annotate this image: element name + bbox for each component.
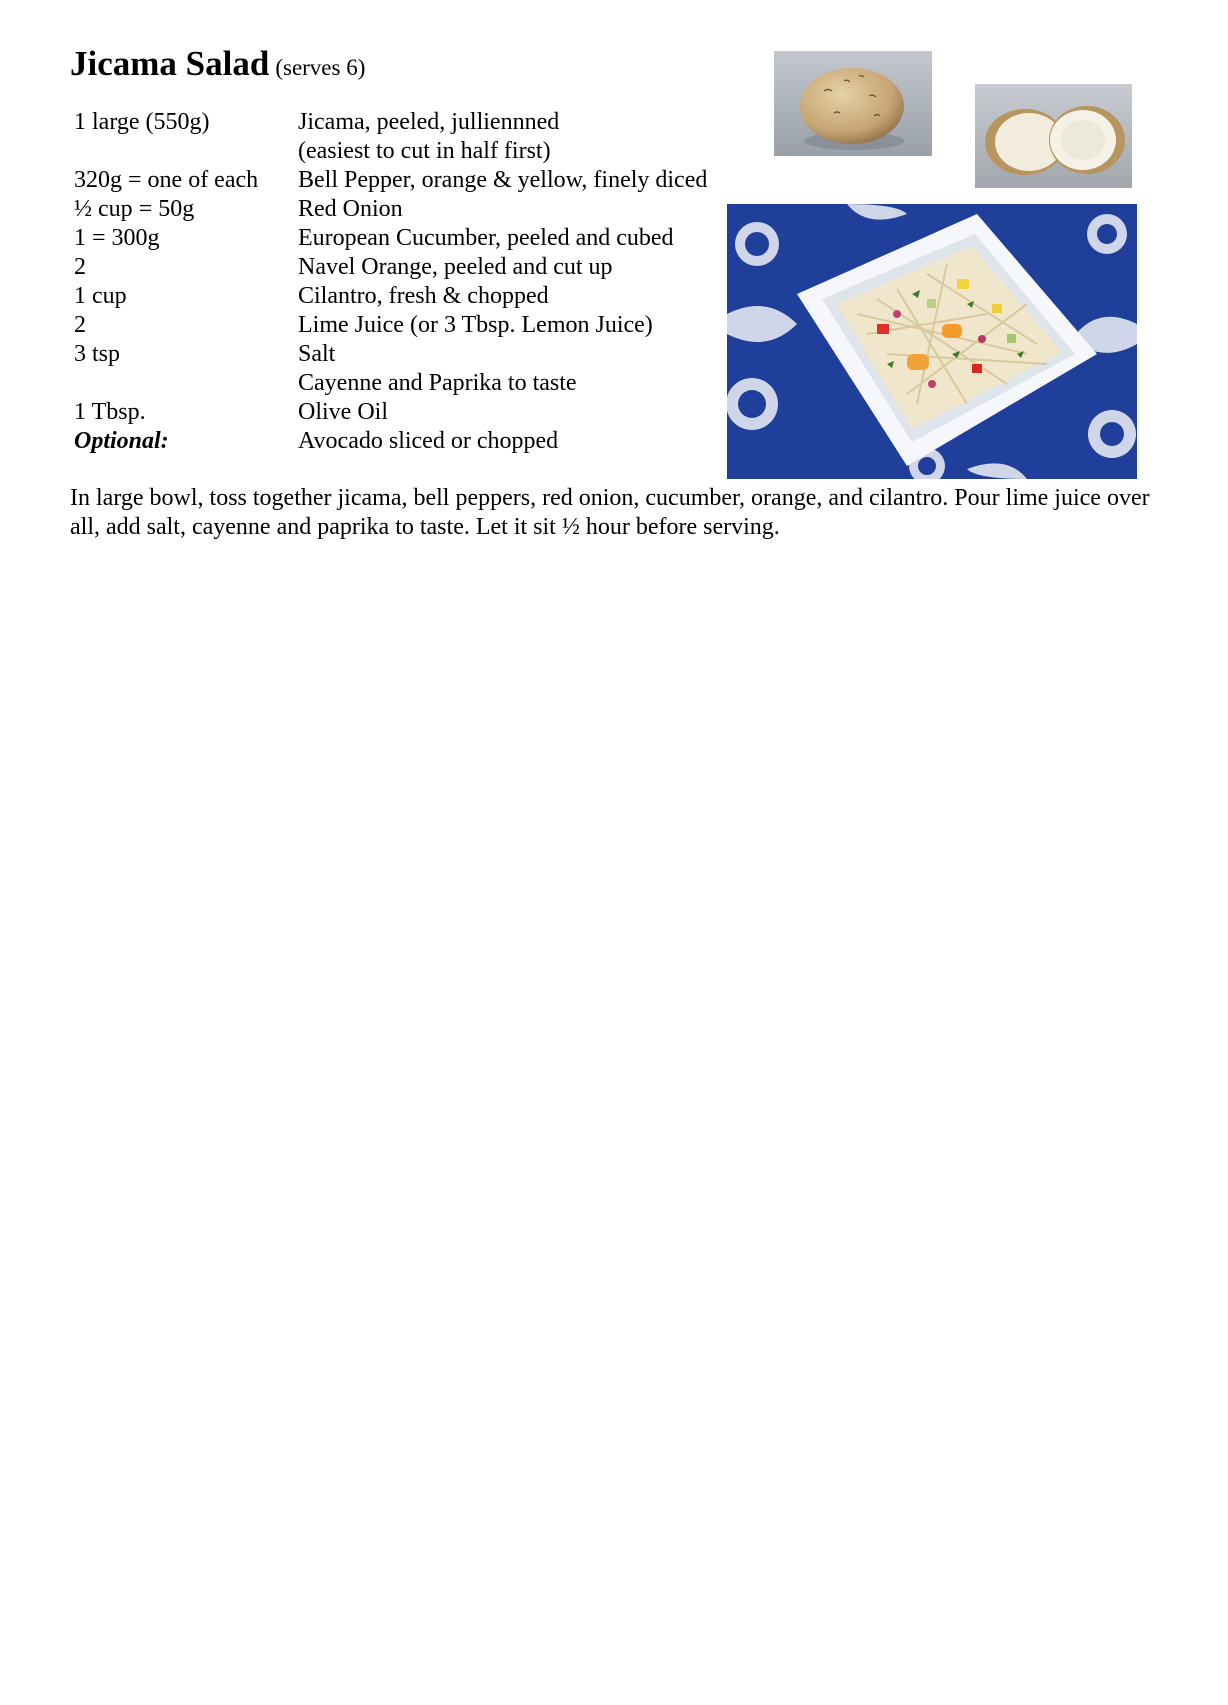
ingredient-quantity: 2: [74, 312, 86, 338]
ingredient-name: Bell Pepper, orange & yellow, finely diced: [298, 167, 708, 193]
ingredient-name: Red Onion: [298, 196, 403, 222]
ingredient-name: Olive Oil: [298, 399, 388, 425]
ingredient-quantity: 320g = one of each: [74, 167, 259, 193]
ingredient-name: (easiest to cut in half first): [298, 138, 551, 164]
jicama-salad-bowl-photo: [727, 204, 1137, 479]
ingredient-name: Salt: [298, 341, 336, 367]
whole-jicama-photo: [774, 51, 932, 156]
instructions-paragraph: In large bowl, toss together jicama, bell peppers, red onion, cucumber, orange, and cilantro. Pour lime juice over all, add salt, cayenne and paprika to taste. Let it sit ½ hour before serving.: [70, 485, 1150, 540]
ingredient-quantity: 2: [74, 254, 86, 280]
ingredient-name: Jicama, peeled, julliennned: [298, 109, 560, 135]
servings-note: (serves 6): [275, 55, 366, 80]
ingredient-name: European Cucumber, peeled and cubed: [298, 225, 674, 251]
ingredient-quantity: 1 = 300g: [74, 225, 160, 251]
ingredient-quantity: 1 Tbsp.: [74, 399, 146, 425]
recipe-title: Jicama Salad: [70, 44, 270, 83]
ingredient-name: Lime Juice (or 3 Tbsp. Lemon Juice): [298, 312, 653, 338]
ingredient-name: Cilantro, fresh & chopped: [298, 283, 549, 309]
optional-label: Optional:: [74, 428, 169, 454]
ingredient-name: Avocado sliced or chopped: [298, 428, 559, 454]
ingredient-name: Navel Orange, peeled and cut up: [298, 254, 613, 280]
halved-jicama-photo: [975, 84, 1132, 188]
ingredient-quantity: ½ cup = 50g: [74, 196, 195, 222]
ingredient-quantity: 1 large (550g): [74, 109, 210, 135]
recipe-title-line: [70, 44, 365, 84]
ingredient-quantity: 3 tsp: [74, 341, 121, 367]
ingredient-name: Cayenne and Paprika to taste: [298, 370, 577, 396]
ingredient-quantity: 1 cup: [74, 283, 127, 309]
